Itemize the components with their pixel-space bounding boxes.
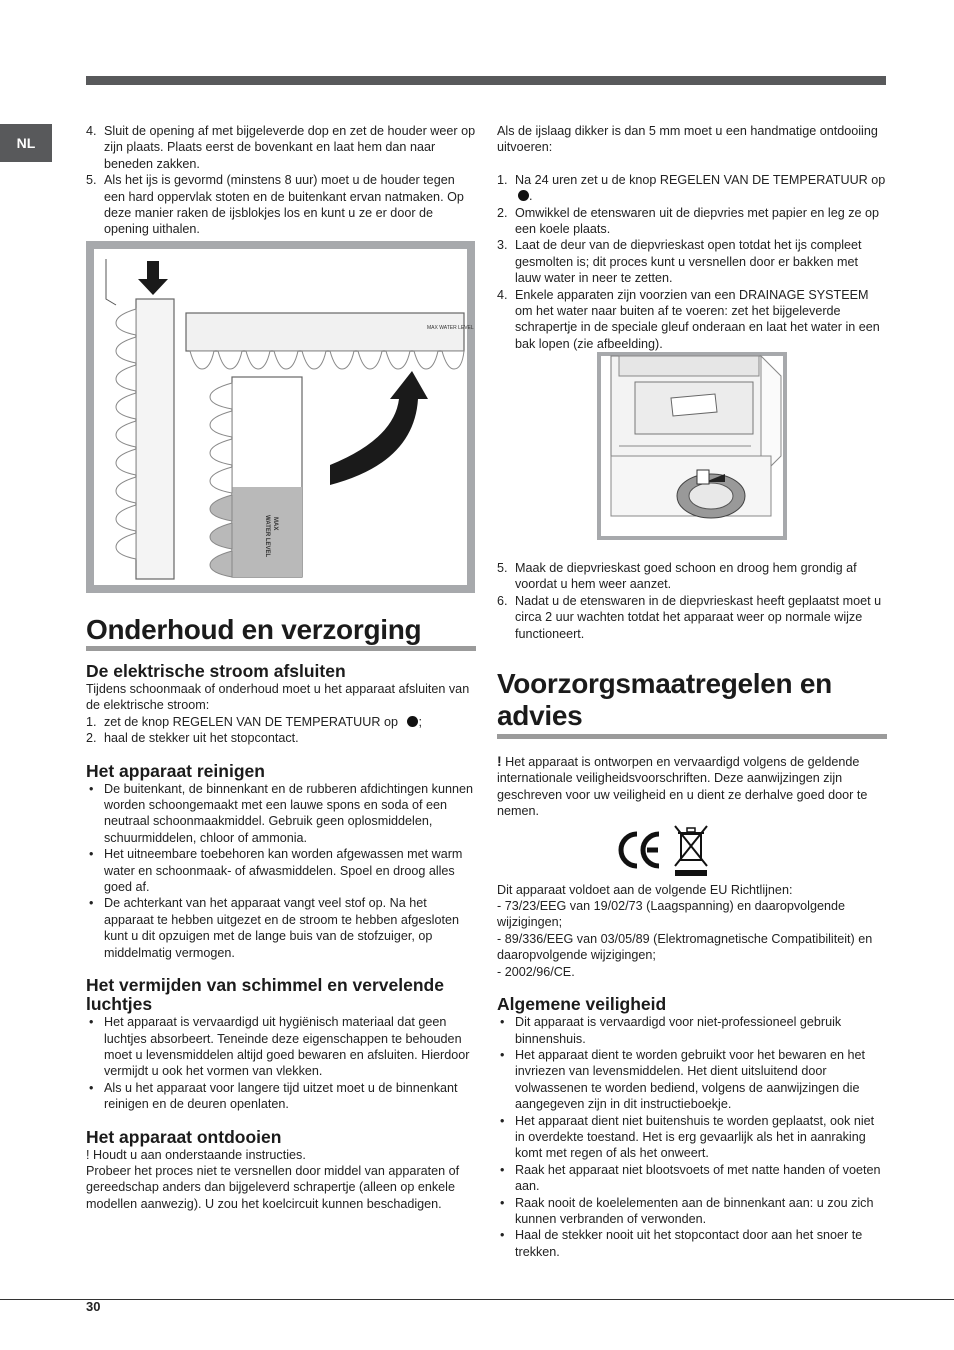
list-item — [497, 1047, 887, 1113]
weee-bin-icon — [671, 822, 711, 878]
bullet: • — [89, 847, 94, 862]
section-heading: Algemene veiligheid — [497, 994, 667, 1015]
item-number: 2. — [497, 205, 508, 220]
paragraph: Als de ijslaag dikker is dan 5 mm moet u een handmatige ontdooiing uitvoeren: — [497, 124, 878, 155]
item-text: De buitenkant, de binnenkant en de rubberen afdichtingen kunnen worden schoongemaakt met een lauwe spons en soda of een neutraal schoonmaakmiddel. Gebruik geen oplosmiddelen, schuurmiddelen, chloor of ammonia. — [104, 781, 474, 845]
mould-list — [86, 1014, 476, 1112]
item-number: 5. — [497, 561, 508, 575]
bullet: • — [500, 1162, 505, 1177]
footer-rule — [0, 1299, 954, 1300]
list-item — [86, 846, 476, 895]
bullet: • — [500, 1228, 505, 1243]
paragraph: Probeer het proces niet te versnellen door middel van apparaten of gereedschap anders dan bijgeleverd schrapertje (alleen op enkele modellen aanwezig). U zou het koelcircuit kunnen beschadigen. — [86, 1163, 460, 1211]
warning-text: Het apparaat is ontworpen en vervaardigd volgens de geldende internationale veiligheidsvoorschriften. Deze aanwijzingen zijn geschreven voor uw veiligheid en u dient ze derhalve goed door te nemen. — [497, 755, 868, 819]
item-number: 2. — [86, 731, 97, 746]
section-heading: Het vermijden van schimmel en vervelende luchtjes — [86, 975, 444, 1015]
list-item — [497, 287, 887, 353]
power-off-steps — [86, 714, 476, 747]
list-item — [497, 1227, 887, 1260]
maintenance-section — [86, 614, 476, 1212]
list-item — [497, 237, 887, 286]
item-number: 1. — [497, 172, 508, 187]
list-item — [86, 781, 476, 847]
item-text: Enkele apparaten zijn voorzien van een DRAINAGE SYSTEEM om het water naar buiten af te voeren: zet het bijgeleverde schrapertje in de speciale gleuf onderaan en laat het water in een bak lopen (zie afbeelding). — [515, 287, 880, 351]
section-heading: Het apparaat ontdooien — [86, 1126, 282, 1147]
item-text: De achterkant van het apparaat vangt veel stof op. Na het apparaat te hebben uitgezet en de stroom te hebben afgesloten kunt u dit opzuigen met de lange buis van de stofzuiger, op middelmatig vermogen. — [104, 896, 459, 960]
water-level-label: WATER LEVEL — [264, 515, 270, 558]
list-item — [497, 1162, 887, 1195]
warning-paragraph — [497, 753, 887, 820]
list-item — [497, 1014, 887, 1047]
item-text: Het uitneembare toebehoren kan worden afgewassen met warm water en schoonmaak- of afwasmiddelen. Spoel en droog alles goed af. — [104, 847, 463, 895]
list-item — [86, 730, 476, 746]
section-heading: Het apparaat reinigen — [86, 760, 265, 781]
paragraph: - 73/23/EEG van 19/02/73 (Laagspanning) en daaropvolgende wijzigingen; — [497, 899, 845, 930]
bullet: • — [89, 1015, 94, 1030]
list-item — [86, 714, 476, 730]
paragraph: Tijdens schoonmaak of onderhoud moet u het apparaat afsluiten van de elektrische stroom: — [86, 682, 470, 713]
bullet: • — [89, 896, 94, 911]
item-text: Omwikkel de etenswaren uit de diepvries met papier en leg ze op een koele plaats. — [515, 205, 880, 237]
list-item — [497, 1195, 887, 1228]
bullet: • — [500, 1113, 505, 1128]
list-item — [86, 1014, 476, 1080]
page-title: Onderhoud en verzorging — [86, 614, 476, 651]
item-text: Haal de stekker nooit uit het stopcontact door aan het snoer te trekken. — [515, 1228, 863, 1259]
certification-logos — [497, 820, 887, 880]
drainage-illustration — [601, 356, 783, 536]
item-text: Laat de deur van de diepvrieskast open totdat het ijs compleet gesmolten is; dit proces kunt u versnellen door er bakken met lauw water in neer te zetten. — [515, 238, 862, 286]
paragraph: ! Houdt u aan onderstaande instructies. — [86, 1147, 306, 1162]
bullet: • — [89, 1080, 94, 1095]
off-position-icon — [518, 190, 529, 201]
ice-tray-figure — [86, 241, 475, 593]
item-number: 3. — [497, 238, 508, 253]
paragraph: - 89/336/EEG van 03/05/89 (Elektromagnetische Compatibiliteit) en daaropvolgende wijzigingen; — [497, 931, 873, 963]
list-item — [497, 172, 887, 205]
item-text: . — [529, 189, 533, 204]
section-title: Voorzorgsmaatregelen en advies — [497, 668, 887, 739]
down-arrow-icon — [147, 261, 159, 281]
bullet: • — [500, 1015, 505, 1030]
page-number: 30 — [86, 1299, 101, 1314]
drainage-figure — [597, 352, 787, 540]
item-text: Als het ijs is gevormd (minstens 8 uur) moet u de houder tegen een hard oppervlak stoten en de buitenkant ervan natmaken. Op deze manier raken de ijsblokjes los en kunt u ze er door de opening uithalen. — [104, 173, 464, 237]
item-text: ; — [418, 714, 422, 729]
list-item — [86, 895, 476, 961]
max-label: MAX — [272, 517, 278, 531]
item-number: 4. — [86, 124, 97, 138]
item-text: Nadat u de etenswaren in de diepvrieskast heeft geplaatst moet u circa 2 uur wachten totdat het apparaat weer op normale wijze functioneert. — [515, 593, 882, 641]
defrost-continued — [497, 560, 887, 1260]
item-text: Sluit de opening af met bijgeleverde dop en zet de houder weer op zijn plaats. Plaats eerst de bovenkant en laat hem dan naar beneden zakken. — [104, 124, 476, 171]
left-column — [86, 123, 476, 238]
warning-mark: ! — [497, 753, 502, 770]
item-number: 1. — [86, 714, 97, 729]
safety-list — [497, 1014, 887, 1260]
item-text: haal de stekker uit het stopcontact. — [104, 731, 299, 746]
bullet: • — [500, 1047, 505, 1062]
ice-tray-illustration — [94, 249, 474, 585]
list-item — [497, 560, 887, 593]
item-text: Het apparaat is vervaardigd uit hygiënisch materiaal dat geen luchtjes absorbeert. Teneinde deze eigenschappen te behouden moet u levensmiddelen altijd goed bewaren en afsluiten. Hierdoor vermijdt u ook het vormen van vlekken. — [104, 1015, 470, 1079]
list-item — [86, 1080, 476, 1113]
ice-tray-steps — [86, 123, 476, 238]
list-item — [86, 123, 476, 172]
item-number: 5. — [86, 173, 97, 188]
item-text: Als u het apparaat voor langere tijd uitzet moet u de binnenkant reinigen en de deuren openlaten. — [104, 1080, 458, 1112]
item-text: Dit apparaat is vervaardigd voor niet-professioneel gebruik binnenshuis. — [515, 1015, 842, 1046]
paragraph: Dit apparaat voldoet aan de volgende EU Richtlijnen: — [497, 882, 793, 897]
defrost-steps — [497, 172, 887, 352]
item-text: zet de knop REGELEN VAN DE TEMPERATUUR op — [104, 714, 398, 729]
item-number: 6. — [497, 593, 508, 608]
list-item — [497, 1113, 887, 1162]
off-position-icon — [407, 716, 418, 727]
item-text: Maak de diepvrieskast goed schoon en droog hem grondig af voordat u hem weer aanzet. — [515, 561, 857, 592]
item-number: 4. — [497, 287, 508, 302]
item-text: Raak het apparaat niet blootsvoets of met natte handen of voeten aan. — [515, 1162, 881, 1194]
item-text: Het apparaat dient niet buitenshuis te worden geplaatst, ook niet in overdekte toestand. Het is erg gevaarlijk als het in aanraking komt met regen of als het onweert. — [515, 1113, 875, 1161]
item-text: Het apparaat dient te worden gebruikt voor het bewaren en het invriezen van levensmiddelen. Het dient uitsluitend door volwassenen te worden bediend, volgens de aanwijzingen die aangegeven zijn in dit instructieboekje. — [515, 1047, 866, 1112]
max-water-level-label: MAX WATER LEVEL — [427, 325, 474, 331]
header-rule — [86, 76, 886, 85]
defrost-steps-continued — [497, 560, 887, 642]
list-item — [497, 593, 887, 642]
language-tab: NL — [0, 124, 52, 162]
item-text: Na 24 uren zet u de knop REGELEN VAN DE TEMPERATUUR op — [515, 172, 886, 187]
bullet: • — [89, 781, 94, 796]
cleaning-list — [86, 781, 476, 961]
right-column — [497, 123, 887, 352]
rotate-arrow-icon — [330, 371, 428, 485]
paragraph: - 2002/96/CE. — [497, 964, 575, 979]
section-heading: De elektrische stroom afsluiten — [86, 661, 346, 681]
bullet: • — [500, 1195, 505, 1210]
item-text: Raak nooit de koelelementen aan de binnenkant aan: u zou zich kunnen verbranden of verwonden. — [515, 1195, 874, 1226]
list-item — [86, 172, 476, 238]
list-item — [497, 205, 887, 238]
